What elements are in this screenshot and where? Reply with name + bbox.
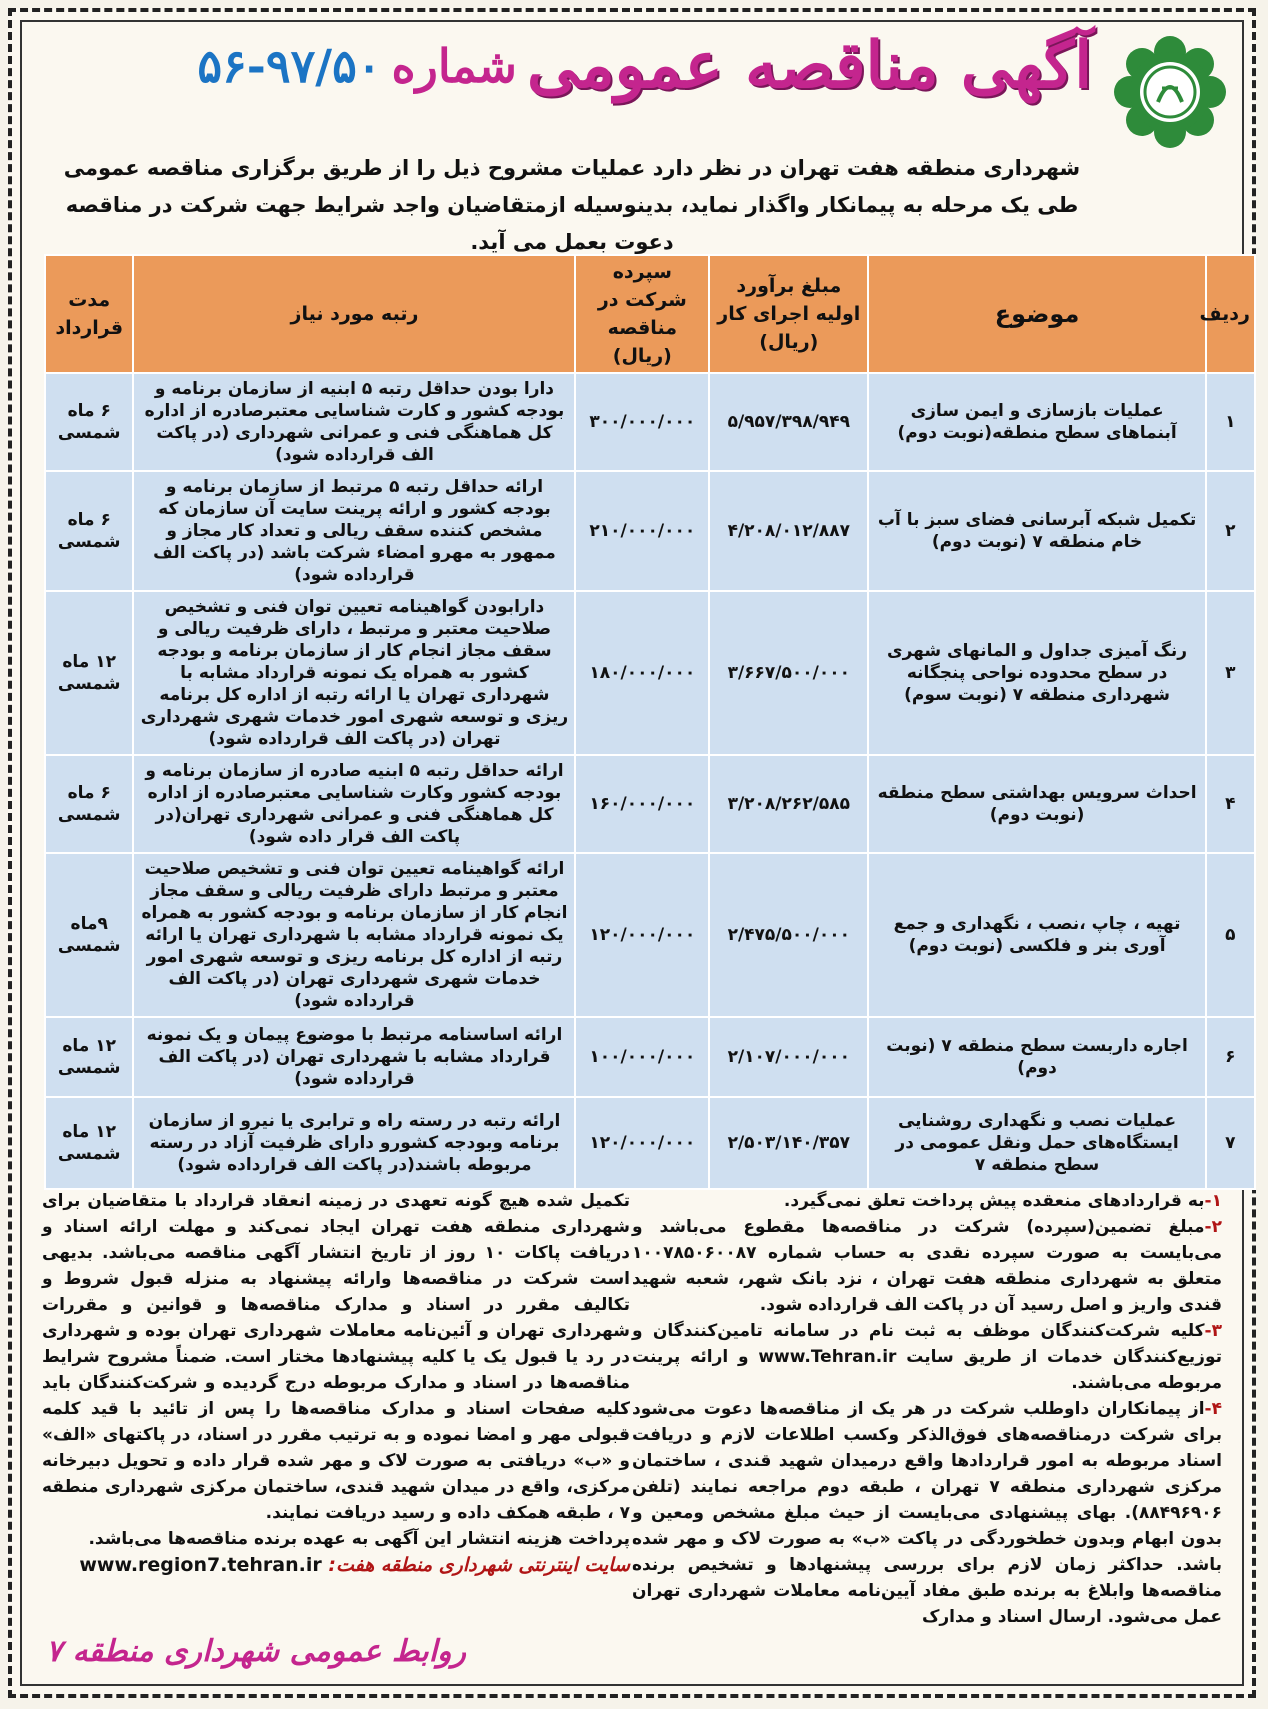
row-deposit: ۱۲۰/۰۰۰/۰۰۰	[575, 853, 709, 1017]
website-label: سایت اینترنتی شهرداری منطقه هفت:	[328, 1554, 630, 1576]
row-grade: ارائه رتبه در رسته راه و ترابری یا نیرو از سازمان برنامه وبودجه کشورو دارای ظرفیت آزاد در رسته مربوطه باشند(در پاکت الف قرارداده شود)	[133, 1097, 575, 1189]
row-estimate: ۲/۴۷۵/۵۰۰/۰۰۰	[709, 853, 868, 1017]
row-subject: تکمیل شبکه آبرسانی فضای سبز با آب خام منطقه ۷ (نوبت دوم)	[868, 471, 1205, 591]
website-url[interactable]: www.region7.tehran.ir	[79, 1554, 322, 1576]
row-estimate: ۲/۵۰۳/۱۴۰/۳۵۷	[709, 1097, 868, 1189]
header	[12, 12, 1252, 142]
row-number: ۳	[1206, 591, 1255, 755]
note-2-number: ۲-	[1204, 1217, 1222, 1237]
row-grade: ارائه حداقل رتبه ۵ مرتبط از سازمان برنامه و بودجه کشور و ارائه پرینت سایت آن سازمان که مشخص کننده سقف ریالی و تعداد کار مجاز و ممهور به مهرو امضاء شرکت باشد (در پاکت الف قرارداده شود)	[133, 471, 575, 591]
row-number: ۷	[1206, 1097, 1255, 1189]
website-line	[42, 1552, 630, 1578]
row-subject: رنگ آمیزی جداول و المانهای شهری در سطح محدوده نواحی پنجگانه شهرداری منطقه ۷ (نوبت سوم)	[868, 591, 1205, 755]
row-duration: ۱۲ ماه شمسی	[45, 1017, 133, 1097]
row-duration: ۹ماه شمسی	[45, 853, 133, 1017]
row-duration: ۶ ماه شمسی	[45, 373, 133, 471]
row-number: ۴	[1206, 755, 1255, 853]
intro-text	[42, 150, 1102, 261]
note-1	[632, 1188, 1222, 1214]
row-number: ۱	[1206, 373, 1255, 471]
notes-left-body: تکمیل شده هیچ گونه تعهدی در زمینه انعقاد قرارداد با متقاضیان برای شهرداری منطقه هفت تهران ایجاد نمی‌کند و مهلت ارائه اسناد و دریافت پاکات ۱۰ روز از تاریخ انتشار آگهی مناقصه می‌باشد. بدیهی است شرکت در مناقصه‌ها وارائه پیشنهاد به منزله قبول شروط و تکالیف مقرر در اسناد و مدارک مناقصه‌ها و قوانین و مقررات شهرداری تهران و آئین‌نامه معاملات شهرداری تهران بوده و شهرداری در رد یا قبول یک یا کلیه پیشنهادها مختار است. ضمناً مشروح شرایط مناقصه‌ها در اسناد و مدارک مربوطه درج گردیده و شرکت‌کنندگان باید کلیه صفحات اسناد و مدارک مناقصه‌ها را پس از تائید با قید کلمه قبولی مهر و امضا نموده و به ترتیب مقرر در اسناد، در پاکتهای «الف» و «ب» دریافتی به صورت لاک و مهر شده قرار داده و تحویل دبیرخانه مرکزی، واقع در میدان شهید قندی، ساختمان مرکزی شهرداری منطقه ۷ ، طبقه همکف داده و رسید دریافت نمایند.	[42, 1191, 630, 1523]
row-estimate: ۴/۲۰۸/۰۱۲/۸۸۷	[709, 471, 868, 591]
table-row	[45, 1097, 1255, 1189]
note-3-number: ۳-	[1204, 1321, 1222, 1341]
row-deposit: ۲۱۰/۰۰۰/۰۰۰	[575, 471, 709, 591]
row-deposit: ۱۲۰/۰۰۰/۰۰۰	[575, 1097, 709, 1189]
col-header-subject: موضوع	[868, 255, 1205, 373]
row-grade: ارائه حداقل رتبه ۵ ابنیه صادره از سازمان برنامه و بودجه کشور وکارت شناسایی معتبرصادره از اداره کل هماهنگی فنی و عمرانی شهرداری تهران(در پاکت الف قرار داده شود)	[133, 755, 575, 853]
row-deposit: ۱۸۰/۰۰۰/۰۰۰	[575, 591, 709, 755]
ad-frame	[8, 8, 1256, 1698]
row-grade: دارابودن گواهینامه تعیین توان فنی و تشخیص صلاحیت معتبر و مرتبط ، دارای ظرفیت ریالی و سقف مجاز انجام کار از سازمان برنامه و بودجه کشور به همراه یک نمونه قرارداد مشابه با شهرداری تهران یا ارائه رتبه از اداره کل برنامه ریزی و توسعه شهری امور خدمات شهری شهرداری تهران (در پاکت الف قرارداده شود)	[133, 591, 575, 755]
row-number: ۲	[1206, 471, 1255, 591]
row-deposit: ۱۰۰/۰۰۰/۰۰۰	[575, 1017, 709, 1097]
col-header-deposit: سپرده شرکت در مناقصه (ریال)	[575, 255, 709, 373]
tender-number: ۵۶-۹۷/۵۰	[197, 38, 382, 93]
title	[197, 28, 1092, 103]
row-duration: ۱۲ ماه شمسی	[45, 1097, 133, 1189]
row-duration: ۶ ماه شمسی	[45, 755, 133, 853]
publication-fee-note: پرداخت هزینه انتشار این آگهی به عهده برنده مناقصه‌ها می‌باشد.	[88, 1529, 630, 1549]
note-3-text: کلیه شرکت‌کنندگان موظف به ثبت نام در سامانه تامین‌کنندگان و توزیع‌کنندگان خدمات از طریق سایت www.Tehran.ir و ارائه پرینت مربوطه می‌باشند.	[632, 1321, 1223, 1393]
tender-table	[44, 254, 1256, 1190]
note-1-number: ۱-	[1204, 1191, 1222, 1211]
row-grade: ارائه گواهینامه تعیین توان فنی و تشخیص صلاحیت معتبر و مرتبط دارای ظرفیت ریالی و سقف مجاز انجام کار از سازمان برنامه و بودجه کشور به همراه یک نمونه قرارداد مشابه با شهرداری تهران یا ارائه رتبه از اداره کل برنامه ریزی و توسعه شهری امور خدمات شهری شهرداری تهران (در پاکت الف قرارداده شود)	[133, 853, 575, 1017]
intro-line-2: طی یک مرحله به پیمانکار واگذار نماید، بدینوسیله ازمتقاضیان واجد شرایط جهت شرکت در مناقصه دعوت بعمل می آید.	[65, 193, 1079, 254]
row-subject: تهیه ، چاپ ،نصب ، نگهداری و جمع آوری بنر و فلکسی (نوبت دوم)	[868, 853, 1205, 1017]
row-deposit: ۱۶۰/۰۰۰/۰۰۰	[575, 755, 709, 853]
table-row	[45, 471, 1255, 591]
row-subject: اجاره داربست سطح منطقه ۷ (نوبت دوم)	[868, 1017, 1205, 1097]
row-estimate: ۳/۲۰۸/۲۶۲/۵۸۵	[709, 755, 868, 853]
row-subject: عملیات بازسازی و ایمن سازی آبنماهای سطح منطقه(نوبت دوم)	[868, 373, 1205, 471]
ad-title: آگهی مناقصه عمومی	[526, 28, 1092, 103]
table-row	[45, 591, 1255, 755]
row-duration: ۶ ماه شمسی	[45, 471, 133, 591]
col-header-duration: مدت قرارداد	[45, 255, 133, 373]
col-header-grade: رتبه مورد نیاز	[133, 255, 575, 373]
note-2	[632, 1214, 1222, 1318]
row-estimate: ۵/۹۵۷/۳۹۸/۹۴۹	[709, 373, 868, 471]
row-grade: ارائه اساسنامه مرتبط با موضوع پیمان و یک نمونه قرارداد مشابه با شهرداری تهران (در پاکت الف قرارداده شود)	[133, 1017, 575, 1097]
tehran-municipality-logo-icon	[1110, 32, 1230, 152]
row-estimate: ۲/۱۰۷/۰۰۰/۰۰۰	[709, 1017, 868, 1097]
note-2-text: مبلغ تضمین(سپرده) شرکت در مناقصه‌ها مقطوع می‌باشد و می‌بایست به صورت سپرده نقدی به حساب شماره ۱۰۰۷۸۵۰۶۰۰۸۷ متعلق به شهرداری منطقه هفت تهران ، نزد بانک شهر، شعبه شهید قندی واریز و اصل رسید آن در پاکت الف قرارداده شود.	[632, 1217, 1222, 1315]
row-number: ۶	[1206, 1017, 1255, 1097]
col-header-row: ردیف	[1206, 255, 1255, 373]
row-deposit: ۳۰۰/۰۰۰/۰۰۰	[575, 373, 709, 471]
number-label: شماره	[391, 38, 517, 93]
note-4-number: ۴-	[1204, 1399, 1222, 1419]
table-row	[45, 853, 1255, 1017]
note-4-text: از پیمانکاران داوطلب شرکت در هر یک از مناقصه‌ها دعوت می‌شود برای شرکت درمناقصه‌های فوق‌الذکر وکسب اطلاعات لازم و دریافت اسناد مربوطه به امور قراردادها واقع درمیدان شهید قندی ، ساختمان مرکزی شهرداری منطقه ۷ تهران ، طبقه دوم مراجعه نمایند (تلفن ۸۸۴۹۶۹۰۶). بهای پیشنهادی می‌بایست از حیث مبلغ مشخص ومعین و بدون ابهام وبدون خطخوردگی در پاکت «ب» به صورت لاک و مهر شده باشد. حداکثر زمان لازم برای بررسی پیشنهادها و تشخیص برنده مناقصه‌ها وابلاغ به برنده طبق مفاد آیین‌نامه معاملات شهرداری تهران عمل می‌شود. ارسال اسناد و مدارک	[632, 1399, 1223, 1627]
intro-line-1: شهرداری منطقه هفت تهران در نظر دارد عملیات مشروح ذیل را از طریق برگزاری مناقصه عمومی	[63, 156, 1081, 180]
row-duration: ۱۲ ماه شمسی	[45, 591, 133, 755]
row-subject: احداث سرویس بهداشتی سطح منطقه (نوبت دوم)	[868, 755, 1205, 853]
row-grade: دارا بودن حداقل رتبه ۵ ابنیه از سازمان برنامه و بودجه کشور و کارت شناسایی معتبرصادره از اداره کل هماهنگی فنی و عمرانی شهرداری (در پاکت الف قرارداده شود)	[133, 373, 575, 471]
col-header-estimate: مبلغ برآورد اولیه اجرای کار (ریال)	[709, 255, 868, 373]
table-header-row	[45, 255, 1255, 373]
table-row	[45, 373, 1255, 471]
row-number: ۵	[1206, 853, 1255, 1017]
note-3	[632, 1318, 1222, 1396]
note-1-text: به قراردادهای منعقده پیش پرداخت تعلق نمی‌گیرد.	[783, 1191, 1205, 1211]
row-subject: عملیات نصب و نگهداری روشنایی ایستگاه‌های حمل ونقل عمومی در سطح منطقه ۷	[868, 1097, 1205, 1189]
notes-left-column	[42, 1188, 630, 1578]
public-relations-signature: روابط عمومی شهرداری منطقه ۷	[46, 1634, 467, 1669]
table-row	[45, 1017, 1255, 1097]
note-4	[632, 1396, 1222, 1630]
notes-right-column	[632, 1188, 1222, 1630]
row-estimate: ۳/۶۶۷/۵۰۰/۰۰۰	[709, 591, 868, 755]
table-row	[45, 755, 1255, 853]
